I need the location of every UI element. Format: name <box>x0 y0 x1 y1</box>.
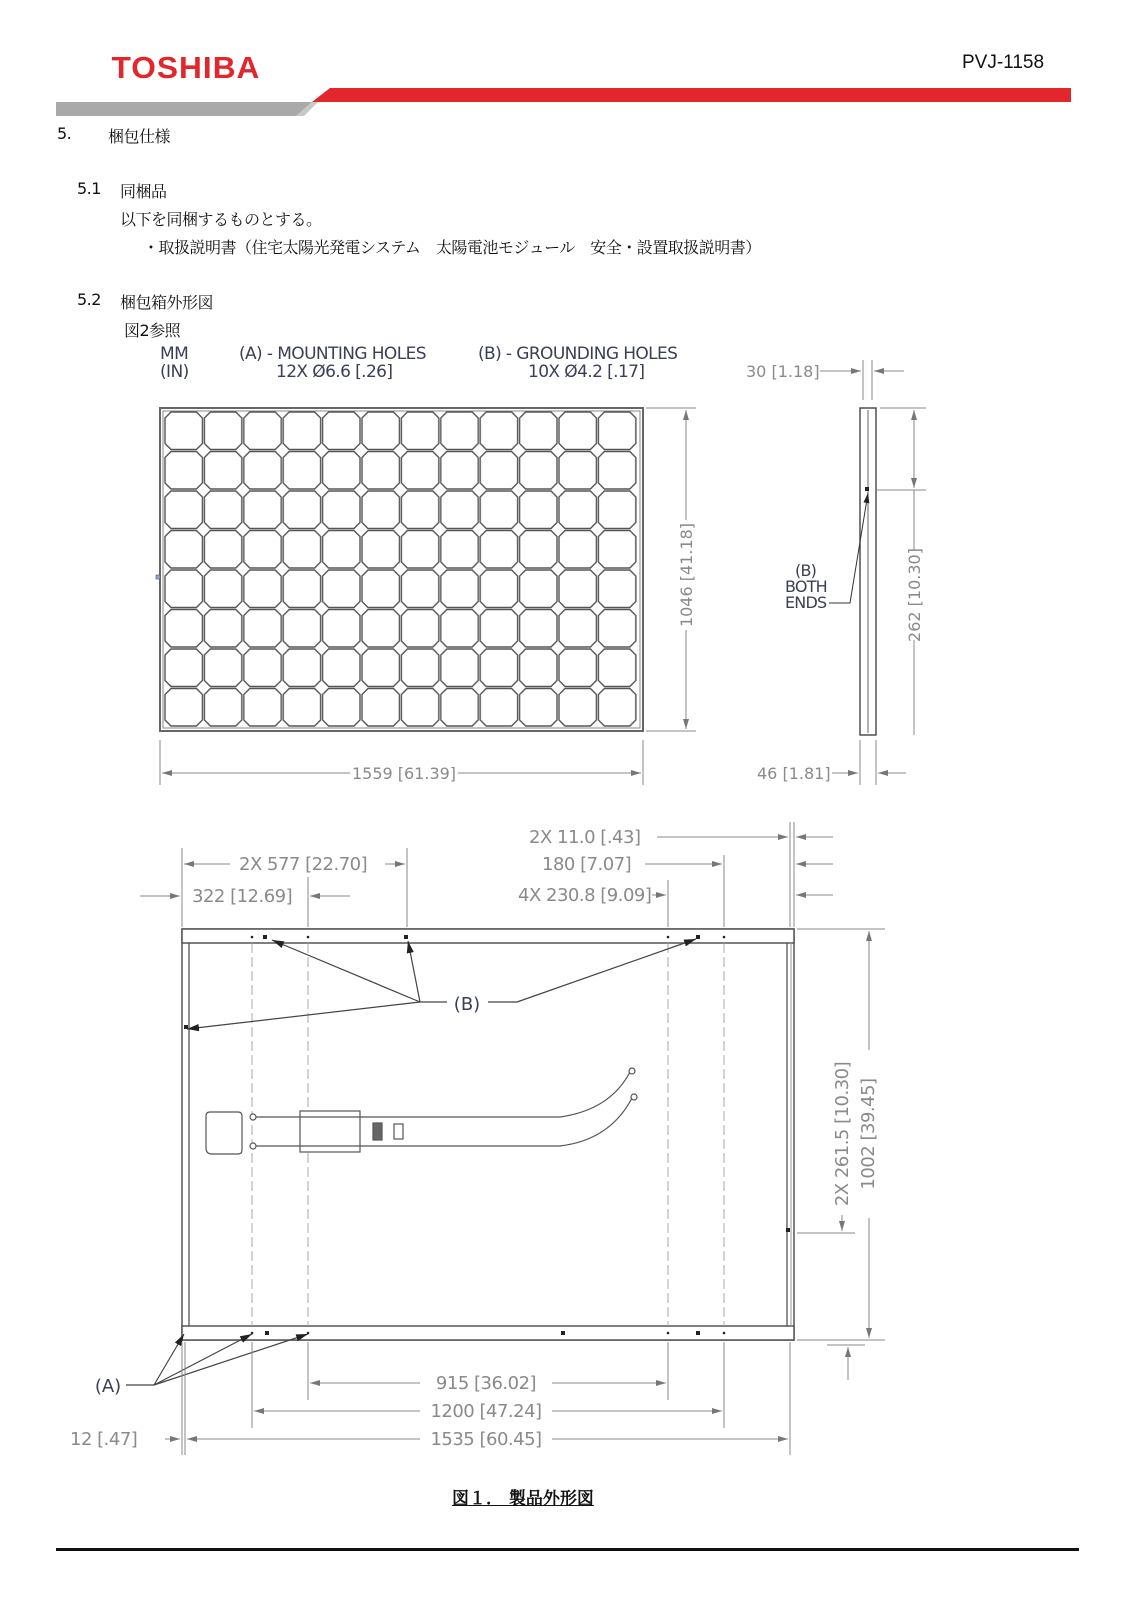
front-height-dim: 1046 [41.18] <box>677 522 696 628</box>
dim-2x11: 2X 11.0 [.43] <box>529 827 641 848</box>
unit-in: (IN) <box>160 362 189 382</box>
side-view <box>746 360 926 785</box>
subsection-5-1-number: 5.1 <box>77 179 101 198</box>
legend-a-title: (A) - MOUNTING HOLES <box>239 344 426 364</box>
dim-1535: 1535 [60.45] <box>430 1429 542 1450</box>
dim-1200: 1200 [47.24] <box>430 1401 542 1422</box>
front-view <box>156 408 696 785</box>
dim-2x577: 2X 577 [22.70] <box>239 854 368 875</box>
included-item: ・取扱説明書（住宅太陽光発電システム 太陽電池モジュール 安全・設置取扱説明書） <box>143 238 761 257</box>
rear-label-b: (B) <box>453 994 481 1015</box>
section-number: 5. <box>57 124 72 143</box>
legend-b-spec: 10X Ø4.2 [.17] <box>528 362 645 382</box>
subsection-5-1-title: 同梱品 <box>120 182 167 201</box>
unit-mm: MM <box>160 344 189 364</box>
side-hole-offset-dim: 262 [10.30] <box>905 548 924 642</box>
dim-2x261: 2X 261.5 [10.30] <box>832 1061 853 1207</box>
subsection-5-2-title: 梱包箱外形図 <box>120 293 214 312</box>
side-thickness-bottom-dim: 46 [1.81] <box>757 764 831 783</box>
dim-180: 180 [7.07] <box>542 854 632 875</box>
dim-915: 915 [36.02] <box>435 1373 537 1394</box>
subsection-5-1-body: 以下を同梱するものとする。 <box>120 210 322 229</box>
dim-322: 322 [12.69] <box>192 886 293 907</box>
side-note-both: BOTH <box>785 577 827 596</box>
side-note-b: (B) <box>795 561 817 580</box>
subsection-5-2-body: 図2参照 <box>124 321 181 340</box>
front-width-dim: 1559 [61.39] <box>351 764 457 783</box>
footer-rule <box>56 1548 1079 1551</box>
section-title: 梱包仕様 <box>108 127 171 146</box>
side-thickness-top-dim: 30 [1.18] <box>746 362 820 381</box>
dim-1002: 1002 [39.45] <box>858 1078 879 1190</box>
dim-12: 12 [.47] <box>70 1429 138 1450</box>
side-note-ends: ENDS <box>785 593 827 612</box>
figure-caption: 図１． 製品外形図 <box>452 1489 594 1509</box>
header-stripe <box>56 86 1071 122</box>
document-number: PVJ-1158 <box>962 52 1045 73</box>
legend-a-spec: 12X Ø6.6 [.26] <box>276 362 393 382</box>
rear-view <box>70 822 885 1455</box>
legend-b-title: (B) - GROUNDING HOLES <box>478 344 678 364</box>
product-outline-drawing <box>0 340 1132 1470</box>
rear-label-a: (A) <box>94 1376 122 1397</box>
dim-4x230: 4X 230.8 [9.09] <box>518 885 652 906</box>
toshiba-logo: TOSHIBA <box>111 50 261 85</box>
subsection-5-2-number: 5.2 <box>77 290 101 309</box>
